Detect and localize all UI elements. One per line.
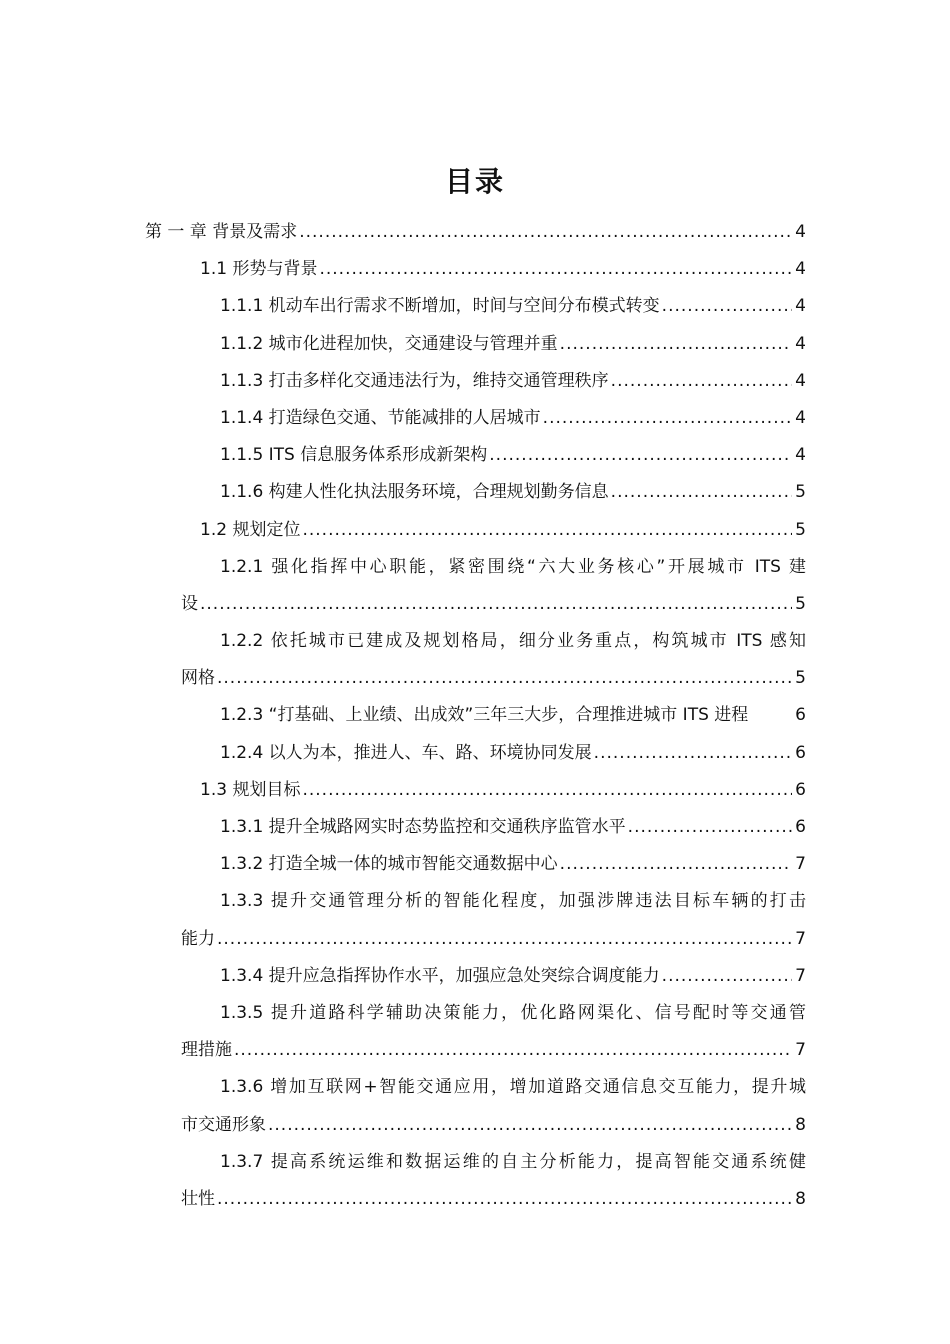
toc-entry-title-cont: 理措施 (181, 1040, 232, 1061)
dot-leader (302, 512, 792, 549)
dot-leader (302, 772, 792, 809)
toc-entry-title: 1.3.3 提升交通管理分析的智能化程度，加强涉牌违法目标车辆的打击 (220, 891, 806, 912)
toc-entry-title: 1.1.4 打造绿色交通、节能减排的人居城市 (220, 407, 541, 428)
toc-page-number: 7 (795, 854, 806, 875)
page-title: 目录 (444, 165, 505, 198)
toc-entry-title-cont: 壮性 (181, 1188, 215, 1209)
toc-entry-continuation[interactable] (0, 586, 950, 623)
toc-entry-title: 1.1 形势与背景 (200, 259, 318, 280)
toc-entry[interactable] (0, 251, 950, 288)
toc-page-number: 5 (795, 593, 806, 614)
toc-entry[interactable] (0, 474, 950, 511)
toc-entry[interactable] (0, 995, 950, 1032)
toc-page-number: 5 (795, 519, 806, 540)
toc-entry-title: 1.1.5 ITS 信息服务体系形成新架构 (220, 445, 488, 466)
toc-entry-title: 1.3.7 提高系统运维和数据运维的自主分析能力，提高智能交通系统健 (220, 1151, 806, 1172)
toc-entry-title: 1.2.4 以人为本，推进人、车、路、环境协同发展 (220, 742, 592, 763)
toc-page-number: 4 (795, 333, 806, 354)
toc-entry[interactable] (0, 846, 950, 883)
toc-page-number: 8 (795, 1188, 806, 1209)
toc-page-number: 4 (795, 259, 806, 280)
toc-entry-title: 1.1.3 打击多样化交通违法行为，维持交通管理秩序 (220, 370, 609, 391)
toc-entry-title: 1.2 规划定位 (200, 519, 301, 540)
dot-leader (299, 214, 792, 251)
toc-page-number: 7 (795, 965, 806, 986)
toc-entry-continuation[interactable] (0, 921, 950, 958)
table-of-contents (0, 214, 950, 1218)
toc-entry[interactable] (0, 437, 950, 474)
toc-entry-title-cont: 设 (181, 593, 198, 614)
dot-leader (611, 363, 792, 400)
toc-page-number: 4 (795, 296, 806, 317)
dot-leader (319, 251, 792, 288)
toc-page-number: 7 (795, 1040, 806, 1061)
toc-entry[interactable] (0, 400, 950, 437)
toc-entry[interactable] (0, 735, 950, 772)
toc-page-number: 8 (795, 1114, 806, 1135)
toc-entry[interactable] (0, 623, 950, 660)
toc-entry[interactable] (0, 214, 950, 251)
toc-entry[interactable] (0, 288, 950, 325)
toc-entry-title: 1.3.5 提升道路科学辅助决策能力，优化路网渠化、信号配时等交通管 (220, 1002, 806, 1023)
toc-entry-continuation[interactable] (0, 660, 950, 697)
dot-leader (234, 1032, 792, 1069)
dot-leader (628, 809, 792, 846)
toc-entry[interactable] (0, 326, 950, 363)
toc-entry-title: 1.2.2 依托城市已建成及规划格局，细分业务重点，构筑城市 ITS 感知 (220, 631, 806, 652)
toc-entry-continuation[interactable] (0, 1032, 950, 1069)
toc-entry-title: 第 一 章 背景及需求 (145, 222, 298, 242)
toc-entry[interactable] (0, 809, 950, 846)
toc-page-number: 6 (795, 779, 806, 800)
dot-leader (594, 735, 792, 772)
dot-leader (217, 660, 792, 697)
toc-entry[interactable] (0, 512, 950, 549)
toc-entry-continuation[interactable] (0, 1181, 950, 1218)
toc-page-number: 4 (795, 222, 806, 242)
toc-entry-continuation[interactable] (0, 1107, 950, 1144)
toc-entry[interactable] (0, 958, 950, 995)
dot-leader (662, 288, 792, 325)
toc-entry[interactable] (0, 363, 950, 400)
toc-entry[interactable] (0, 883, 950, 920)
toc-page-number: 4 (795, 445, 806, 466)
dot-leader (217, 1181, 792, 1218)
toc-entry-title: 1.3.6 增加互联网+智能交通应用，增加道路交通信息交互能力，提升城 (220, 1077, 806, 1098)
toc-entry[interactable] (0, 772, 950, 809)
toc-entry-title: 1.1.1 机动车出行需求不断增加，时间与空间分布模式转变 (220, 296, 660, 317)
dot-leader (200, 586, 792, 623)
dot-leader (662, 958, 792, 995)
toc-entry[interactable] (0, 1144, 950, 1181)
toc-page-number: 4 (795, 370, 806, 391)
toc-page-number: 5 (795, 668, 806, 689)
toc-entry[interactable] (0, 1069, 950, 1106)
dot-leader (217, 921, 792, 958)
toc-entry-title: 1.3.1 提升全城路网实时态势监控和交通秩序监管水平 (220, 817, 626, 837)
dot-leader (560, 846, 792, 883)
toc-entry-title: 1.2.1 强化指挥中心职能，紧密围绕“六大业务核心”开展城市 ITS 建 (220, 556, 806, 577)
toc-entry[interactable] (0, 697, 950, 734)
dot-leader (543, 400, 792, 437)
dot-leader (611, 474, 792, 511)
toc-page-number: 6 (795, 742, 806, 763)
toc-page-number: 7 (795, 928, 806, 949)
toc-entry-title: 1.3 规划目标 (200, 779, 301, 800)
toc-page-number: 5 (795, 482, 806, 503)
toc-entry-title-cont: 网格 (181, 668, 215, 689)
dot-leader (560, 326, 792, 363)
toc-entry-title-cont: 能力 (181, 928, 215, 949)
toc-entry-title: 1.1.6 构建人性化执法服务环境，合理规划勤务信息 (220, 482, 609, 503)
dot-leader (268, 1107, 792, 1144)
toc-page-number: 6 (795, 705, 806, 726)
toc-entry-title-cont: 市交通形象 (181, 1114, 266, 1135)
toc-entry-title: 1.1.2 城市化进程加快，交通建设与管理并重 (220, 333, 558, 354)
toc-page-number: 4 (795, 407, 806, 428)
dot-leader (489, 437, 792, 474)
toc-entry-title: 1.3.2 打造全城一体的城市智能交通数据中心 (220, 854, 558, 875)
toc-entry-title: 1.3.4 提升应急指挥协作水平，加强应急处突综合调度能力 (220, 965, 660, 986)
toc-entry[interactable] (0, 549, 950, 586)
toc-page-number: 6 (795, 817, 806, 837)
toc-entry-title: 1.2.3 “打基础、上业绩、出成效”三年三大步，合理推进城市 ITS 进程 (220, 705, 749, 726)
